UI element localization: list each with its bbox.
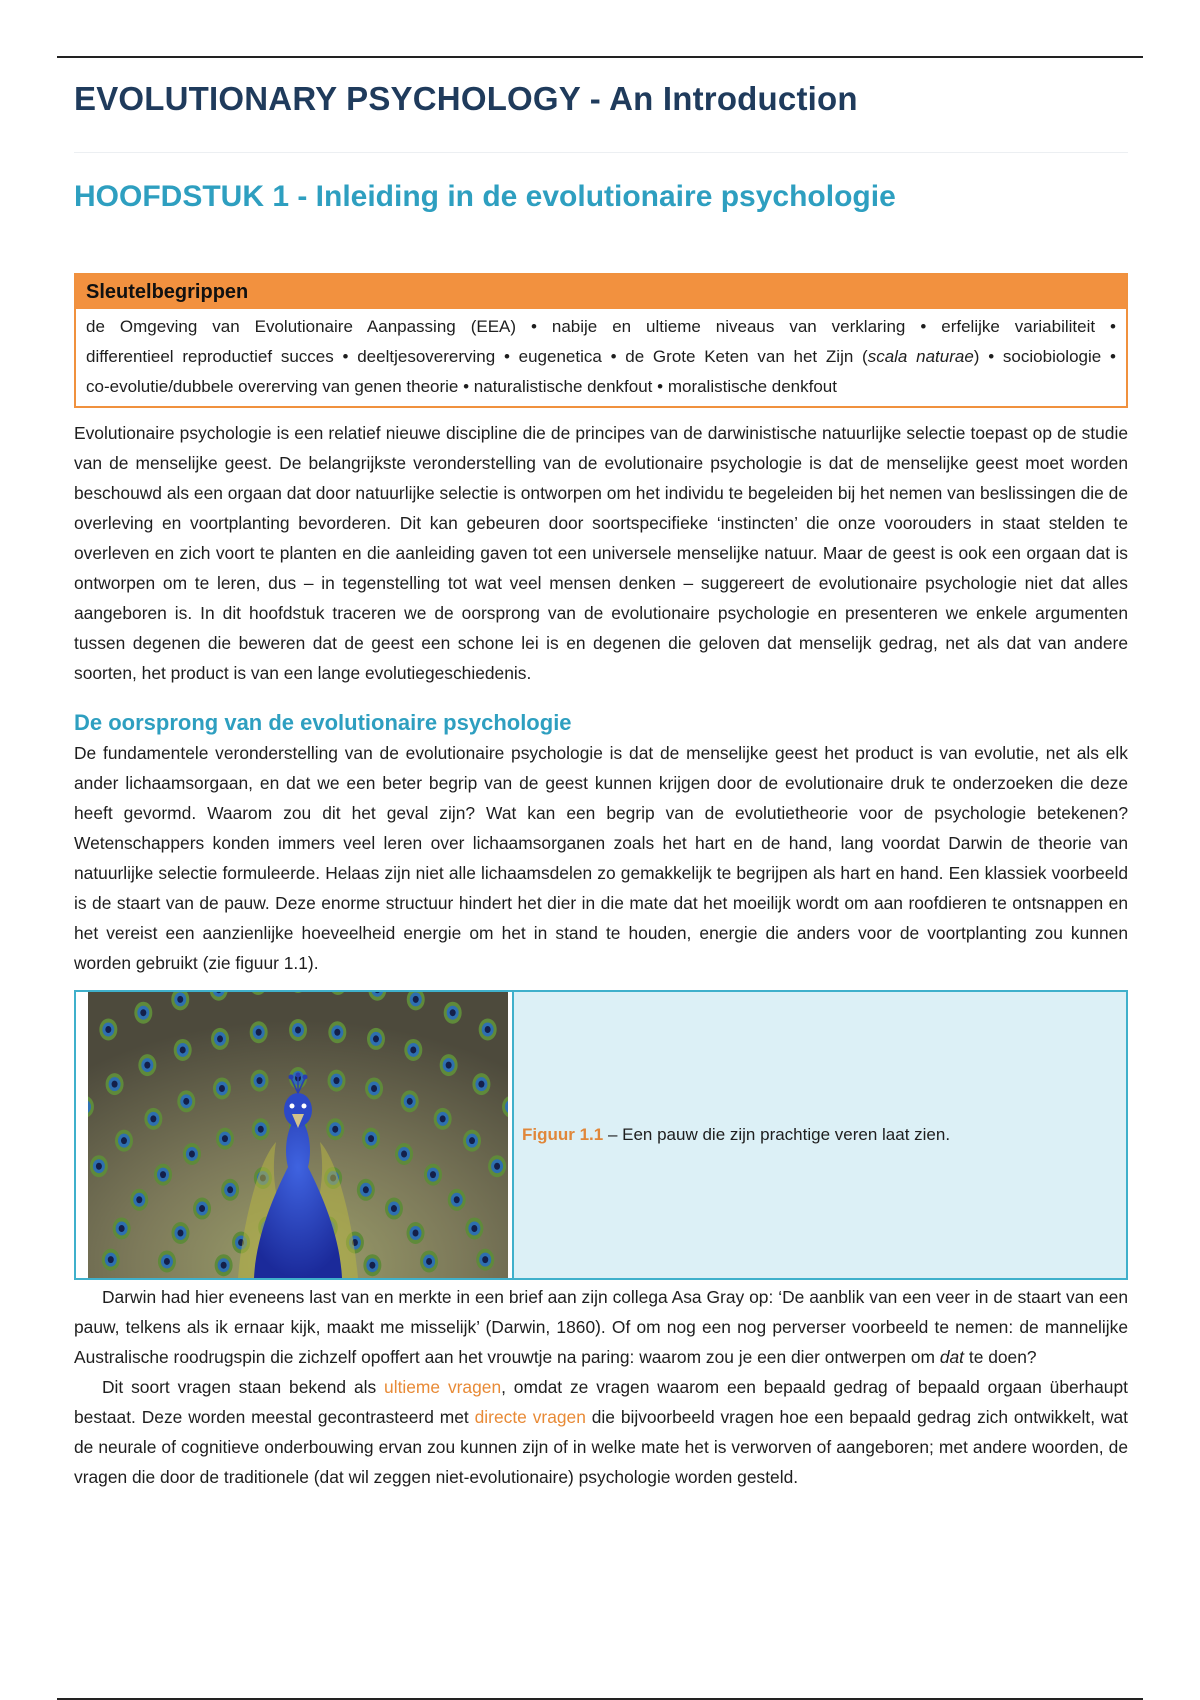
questions-text: , omdat ze vragen waarom een bepaald gedrag of bepaald orgaan überhaupt bestaat. Deze worden meestal gecontrasteerd met: [74, 1377, 1128, 1427]
key-term: differentieel reproductief succes: [86, 347, 334, 366]
feather-eye-core: [363, 1186, 369, 1193]
feather-eye-core: [160, 1171, 166, 1178]
key-concepts-list: [76, 309, 1126, 406]
feather-eye-core: [199, 1205, 205, 1212]
feather-eye-core: [219, 1085, 225, 1092]
feather-eye-core: [407, 1098, 413, 1105]
feather-eye-core: [227, 1186, 233, 1193]
feather-eye-core: [482, 1256, 488, 1263]
darwin-emphasis: dat: [939, 1347, 965, 1367]
feather-eye-core: [105, 1026, 111, 1033]
feather-eye-core: [136, 1196, 142, 1203]
darwin-text: Darwin had hier eveneens last van en merkte in een brief aan zijn collega Asa Gray op: ‘De aanblik van een veer in de staart van een pauw, telkens als ik ernaar kijk, maakt me misselijk’ (Darwin, 1860). Of om nog een nog perverser voorbeeld te nemen: de mannelijke Australische roodrugspin die zichzelf opoffert aan het vrouwtje na paring: waarom zou je een dier ontwerpen om: [74, 1287, 1128, 1367]
feather-eye-core: [454, 1196, 460, 1203]
feather-eye-core: [177, 996, 183, 1003]
darwin-paragraph: [74, 1282, 1128, 1372]
feather-eye-core: [222, 1135, 228, 1142]
separator: •: [503, 347, 510, 366]
feather-eye-core: [144, 1062, 150, 1069]
section-paragraph: De fundamentele veronderstelling van de evolutionaire psychologie is dat de menselijke geest het product is van evolutie, net als elk ander lichaamsorgaan, en dat we een beter begrip van de geest kunnen krijgen door de evolutionaire druk te onderzoeken die deze heeft gevormd. Waarom zou dit het geval zijn? Wat kan een begrip van de evolutietheorie voor de psychologie betekenen? Wetenschappers konden immers veel leren over lichaamsorganen zoals het hart en de hand, lang voordat Darwin de theorie van natuurlijke selectie formuleerde. Helaas zijn niet alle lichaamsdelen zo gemakkelijk te begrijpen als hart en hand. Een klassiek voorbeeld is de staart van de pauw. Deze enorme structuur hindert het dier in die mate dat het moeilijk wordt om aan roofdieren te ontsnappen en het vereist een aanzienlijke hoeveelheid energie om het in stand te houden, energie die anders voor de voortplanting zou kunnen worden gebruikt (zie figuur 1.1).: [74, 743, 1128, 973]
feather-eye-core: [189, 1150, 195, 1157]
peacock-illustration: [88, 992, 508, 1278]
separator: •: [1110, 317, 1116, 336]
feather-eye-core: [256, 1029, 262, 1036]
feather-eye-core: [180, 1046, 186, 1053]
feather-eye-core: [96, 1163, 102, 1170]
term-ultieme-vragen: ultieme vragen: [384, 1377, 502, 1397]
key-term: naturalistische denkfout: [473, 377, 653, 396]
separator: •: [920, 317, 927, 336]
key-term: sociobiologie: [1002, 347, 1102, 366]
feather-eye-core: [391, 1205, 397, 1212]
feather-eye-core: [430, 1171, 436, 1178]
separator: •: [1109, 347, 1116, 366]
feather-eye-core: [112, 1081, 118, 1088]
title-divider: [74, 152, 1128, 153]
feather-eye-core: [450, 1009, 456, 1016]
figure-1-1: [74, 990, 1128, 1280]
feather-eye-core: [413, 1230, 419, 1237]
separator: •: [657, 377, 664, 396]
feather-eye-core: [469, 1137, 475, 1144]
feather-eye-core: [150, 1115, 156, 1122]
darwin-text-end: te doen?: [964, 1347, 1037, 1367]
feather-eye-core: [440, 1115, 446, 1122]
key-term: moralistische denkfout: [667, 377, 837, 396]
separator: •: [463, 377, 470, 396]
separator: •: [342, 347, 349, 366]
peacock-photo: [76, 992, 514, 1278]
feather-eye-core: [140, 1009, 146, 1016]
separator: •: [610, 347, 617, 366]
key-term-italic: scala naturae: [867, 347, 974, 366]
feather-eye-core: [413, 996, 419, 1003]
feather-eye-core: [119, 1225, 125, 1232]
key-term: eugenetica: [518, 347, 602, 366]
key-term: de Grote Keten van het Zijn (: [625, 347, 868, 366]
feather-eye-core: [164, 1258, 170, 1265]
feather-eye-core: [373, 1035, 379, 1042]
figure-label: Figuur 1.1: [522, 1125, 604, 1144]
feather-eye-core: [368, 1135, 374, 1142]
feather-eye-core: [446, 1062, 452, 1069]
key-term-scala: [625, 347, 979, 366]
key-term: deeltjesovererving: [357, 347, 496, 366]
key-term: ): [973, 347, 980, 366]
feather-eye-core: [485, 1026, 491, 1033]
feather-eye-core: [221, 1262, 227, 1269]
top-rule: [57, 56, 1143, 58]
key-term: co-evolutie/dubbele overerving van genen theorie: [86, 377, 459, 396]
section-heading: De oorsprong van de evolutionaire psychologie: [74, 710, 572, 735]
questions-text: Dit soort vragen staan bekend als: [102, 1377, 385, 1397]
separator: •: [988, 347, 995, 366]
feather-eye-core: [369, 1262, 375, 1269]
feather-eye-core: [471, 1225, 477, 1232]
feather-eye-core: [410, 1046, 416, 1053]
figure-caption: [514, 992, 1126, 1278]
key-concepts-heading: Sleutelbegrippen: [76, 275, 1126, 309]
feather-eye-core: [257, 1077, 263, 1084]
feather-eye-core: [426, 1258, 432, 1265]
separator: •: [530, 317, 537, 336]
feather-eye-core: [401, 1150, 407, 1157]
key-term: erfelijke variabiliteit: [941, 317, 1096, 336]
key-term: nabije en ultieme niveaus van verklaring: [551, 317, 906, 336]
feather-eye-core: [108, 1256, 114, 1263]
feather-eye-core: [177, 1230, 183, 1237]
document-title: EVOLUTIONARY PSYCHOLOGY - An Introduction: [74, 80, 858, 117]
key-concepts-box: [74, 273, 1128, 408]
feather-eye-core: [478, 1081, 484, 1088]
feather-eye-core: [494, 1163, 500, 1170]
questions-text: die bijvoorbeeld vragen hoe een bepaald gedrag zich ontwikkelt, wat de neurale of cognitieve onderbouwing ervan zou kunnen zijn of in welke mate het is verworven of aangeboren; met andere woorden, de vragen die door de traditionele (dat wil zeggen niet-evolutionaire) psychologie worden gesteld.: [74, 1407, 1129, 1487]
questions-paragraph: [74, 1372, 1128, 1492]
feather-eye-core: [371, 1085, 377, 1092]
feather-eye-core: [333, 1077, 339, 1084]
figure-caption-text: – Een pauw die zijn prachtige veren laat zien.: [603, 1125, 951, 1144]
feather-eye-core: [334, 1029, 340, 1036]
feather-eye-core: [332, 1126, 338, 1133]
feather-eye-core: [183, 1098, 189, 1105]
feather-eye-core: [295, 1027, 301, 1034]
intro-paragraph: Evolutionaire psychologie is een relatief nieuwe discipline die de principes van de darwinistische natuurlijke selectie toepast op de studie van de menselijke geest. De belangrijkste veronderstelling van de evolutionaire psychologie is dat de menselijke geest moet worden beschouwd als een orgaan dat door natuurlijke selectie is ontworpen om het individu te begeleiden bij het nemen van beslissingen die de overleving en voortplanting bevorderen. Dit kan gebeuren door soortspecifieke ‘instincten’ die onze voorouders in staat stelden te overleven en zich voort te planten en die aanleiding gaven tot een universele menselijke natuur. Maar de geest is ook een orgaan dat is ontworpen om te leren, dus – in tegenstelling tot wat veel mensen denken – suggereert de evolutionaire psychologie niet dat alles aangeboren is. In dit hoofdstuk traceren we de oorsprong van de evolutionaire psychologie en presenteren we enkele argumenten tussen degenen die beweren dat de geest een schone lei is en degenen die geloven dat menselijk gedrag, net als dat van andere soorten, het product is van een lange evolutiegeschiedenis.: [74, 423, 1128, 683]
chapter-heading: HOOFDSTUK 1 - Inleiding in de evolutionaire psychologie: [74, 180, 896, 213]
term-directe-vragen: directe vragen: [474, 1407, 586, 1427]
document-page: [74, 72, 1128, 1492]
feather-eye-core: [121, 1137, 127, 1144]
key-term: de Omgeving van Evolutionaire Aanpassing (EEA): [86, 317, 517, 336]
feather-eye-core: [217, 1035, 223, 1042]
feather-eye-core: [258, 1126, 264, 1133]
